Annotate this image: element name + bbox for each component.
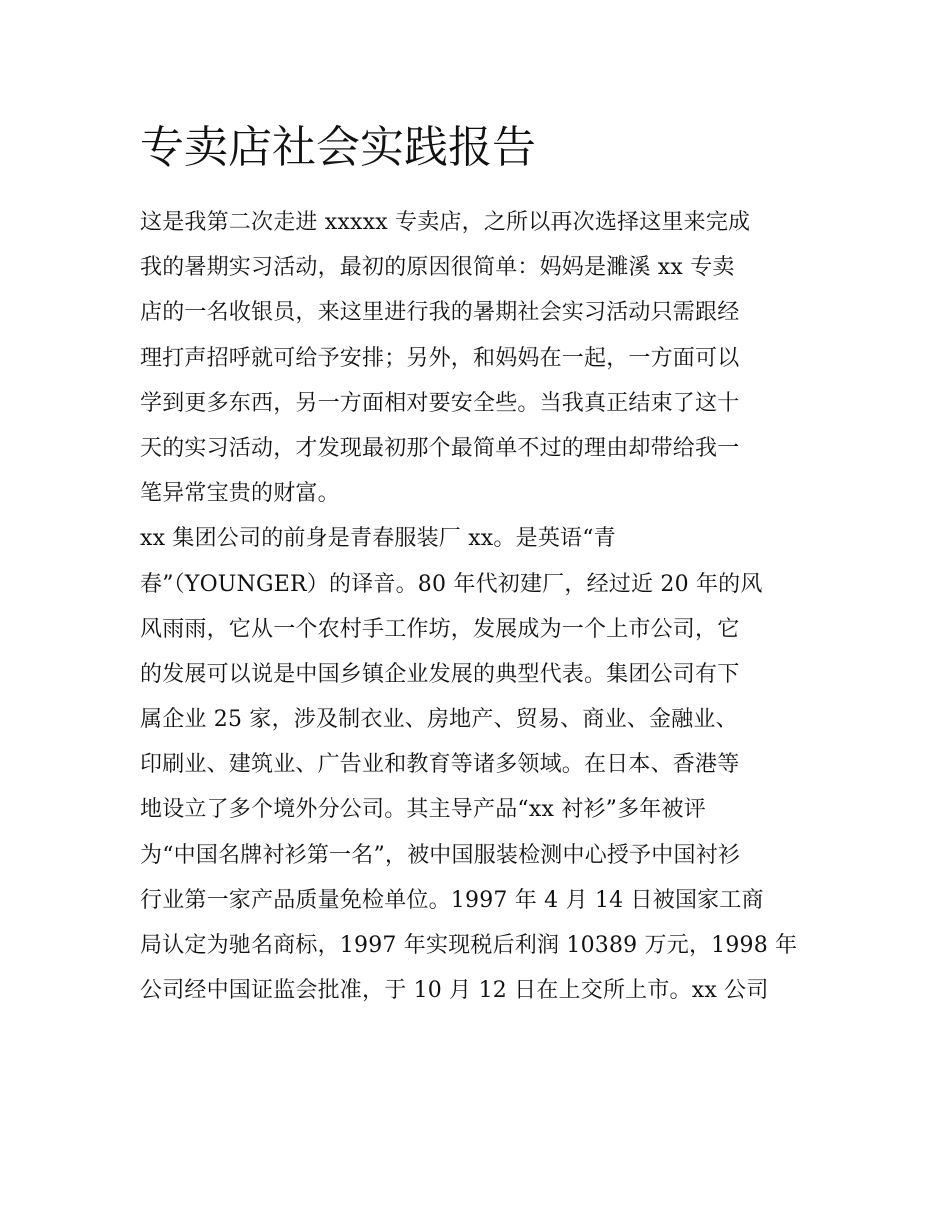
text-line: 行业第一家产品质量免检单位。1997 年 4 月 14 日被国家工商 bbox=[140, 887, 764, 913]
text-line: 学到更多东西，另一方面相对要安全些。当我真正结束了这十 bbox=[140, 390, 740, 416]
text-line: 笔异常宝贵的财富。 bbox=[140, 481, 340, 507]
text-line: 风雨雨，它从一个农村手工作坊，发展成为一个上市公司，它 bbox=[140, 616, 740, 642]
text-line: 这是我第二次走进 xxxxx 专卖店，之所以再次选择这里来完成 bbox=[140, 210, 751, 235]
text-line: xx 集团公司的前身是青春服装厂 xx。是英语“青 bbox=[140, 526, 616, 552]
text-line: 天的实习活动，才发现最初那个最简单不过的理由却带给我一 bbox=[140, 435, 740, 461]
body-text bbox=[140, 200, 820, 1013]
text-line: 理打声招呼就可给予安排；另外，和妈妈在一起，一方面可以 bbox=[140, 345, 740, 371]
page-title: 专卖店社会实践报告 bbox=[140, 122, 536, 173]
text-line: 印刷业、建筑业、广告业和教育等诸多领域。在日本、香港等 bbox=[140, 752, 740, 778]
text-line: 局认定为驰名商标，1997 年实现税后利润 10389 万元，1998 年 bbox=[140, 933, 798, 958]
text-line: 地设立了多个境外分公司。其主导产品“xx 衬衫”多年被评 bbox=[140, 797, 706, 823]
text-line: 为“中国名牌衬衫第一名”，被中国服装检测中心授予中国衬衫 bbox=[140, 842, 741, 868]
text-line: 属企业 25 家，涉及制衣业、房地产、贸易、商业、金融业、 bbox=[140, 707, 738, 733]
text-line: 店的一名收银员，来这里进行我的暑期社会实习活动只需跟经 bbox=[140, 300, 740, 326]
text-line: 公司经中国证监会批准，于 10 月 12 日在上交所上市。xx 公司 bbox=[140, 978, 769, 1004]
text-line: 我的暑期实习活动，最初的原因很简单：妈妈是濉溪 xx 专卖 bbox=[140, 255, 735, 281]
text-line: 的发展可以说是中国乡镇企业发展的典型代表。集团公司有下 bbox=[140, 661, 740, 687]
text-line: 春”（YOUNGER）的译音。80 年代初建厂，经过近 20 年的风 bbox=[140, 571, 763, 597]
